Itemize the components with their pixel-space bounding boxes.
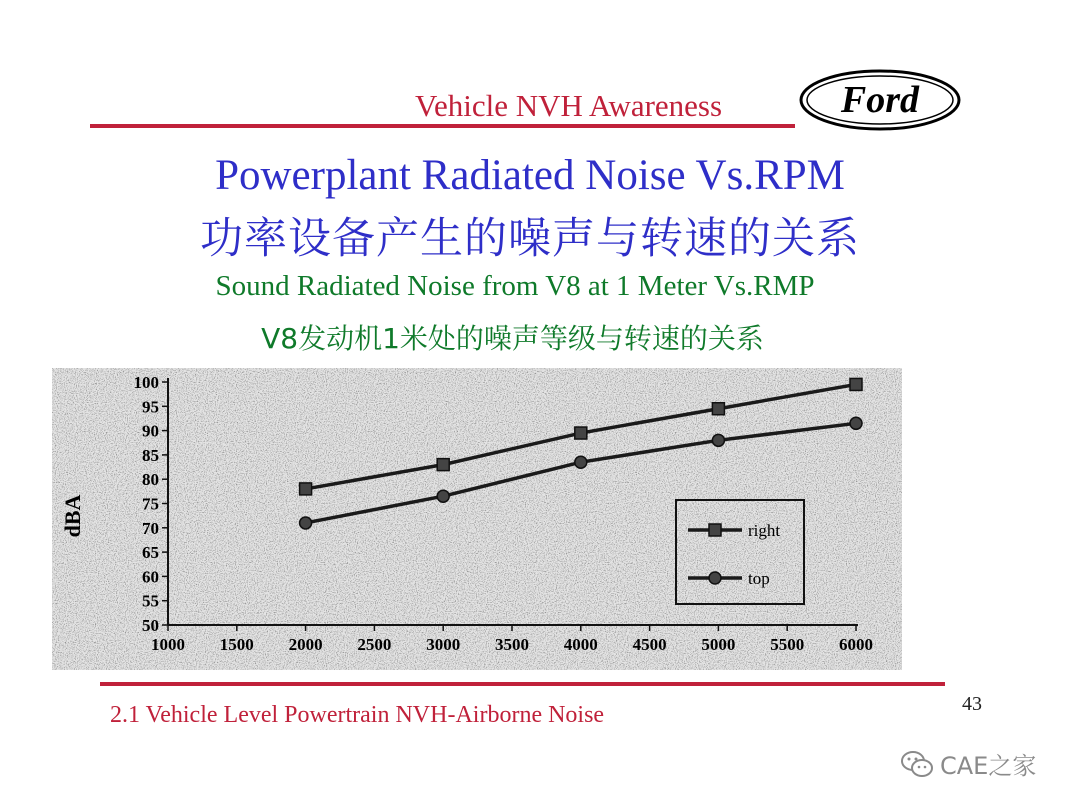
x-tick-label: 2000: [288, 635, 323, 654]
data-point-right: [850, 378, 862, 390]
y-tick-label: 50: [142, 616, 159, 635]
legend-label-top: top: [748, 569, 770, 588]
y-tick-label: 80: [142, 470, 159, 490]
subtitle-cn: V8发动机1米处的噪声等级与转速的关系: [261, 322, 764, 355]
x-tick-label: 3500: [495, 635, 529, 654]
ford-logo-icon: [798, 68, 962, 132]
y-tick-label: 90: [142, 421, 159, 441]
footer-section-label: 2.1 Vehicle Level Powertrain NVH-Airborne Noise: [110, 702, 605, 728]
x-tick-label: 2500: [357, 635, 392, 654]
main-title: Powerplant Radiated Noise Vs.RPM: [215, 152, 845, 199]
page-number: 43: [962, 693, 982, 715]
watermark-text: CAE之家: [940, 752, 1037, 780]
x-tick-label: 6000: [839, 635, 873, 654]
x-tick-label: 4500: [632, 635, 667, 654]
y-tick-label: 85: [142, 445, 159, 465]
y-tick-label: 55: [142, 591, 159, 611]
legend-marker-right: [709, 524, 721, 536]
header-rule: [90, 124, 795, 128]
y-tick-label: 60: [142, 567, 159, 587]
data-point-top: [575, 456, 587, 468]
data-point-right: [575, 427, 587, 439]
x-tick-label: 3000: [426, 635, 461, 654]
data-point-top: [850, 417, 862, 429]
data-point-right: [300, 483, 312, 495]
y-tick-label: 95: [142, 397, 159, 417]
footer-rule: [100, 682, 945, 686]
y-tick-label: 100: [133, 373, 159, 392]
header-title: Vehicle NVH Awareness: [415, 88, 723, 123]
watermark: [900, 746, 1036, 781]
data-point-right: [712, 403, 724, 415]
x-tick-label: 1500: [219, 635, 254, 654]
x-tick-label: 4000: [563, 635, 598, 654]
y-axis-label: dBA: [60, 494, 85, 538]
y-tick-label: 65: [142, 543, 159, 563]
data-point-top: [300, 517, 312, 529]
ford-logo-text: Ford: [840, 79, 920, 121]
main-title-cn: 功率设备产生的噪声与转速的关系: [200, 214, 860, 264]
wechat-icon: [900, 749, 934, 779]
x-tick-label: 1000: [151, 635, 185, 654]
x-tick-label: 5000: [701, 635, 736, 654]
x-tick-label: 5500: [770, 635, 805, 654]
data-point-top: [437, 490, 449, 502]
data-point-right: [437, 459, 449, 471]
y-tick-label: 75: [142, 494, 159, 514]
y-tick-label: 70: [142, 518, 159, 538]
subtitle: Sound Radiated Noise from V8 at 1 Meter Vs.RMP: [215, 270, 815, 302]
data-point-top: [712, 434, 724, 446]
legend-label-right: right: [748, 521, 781, 540]
legend-marker-top: [709, 572, 721, 584]
noise-rpm-chart: [52, 368, 902, 670]
